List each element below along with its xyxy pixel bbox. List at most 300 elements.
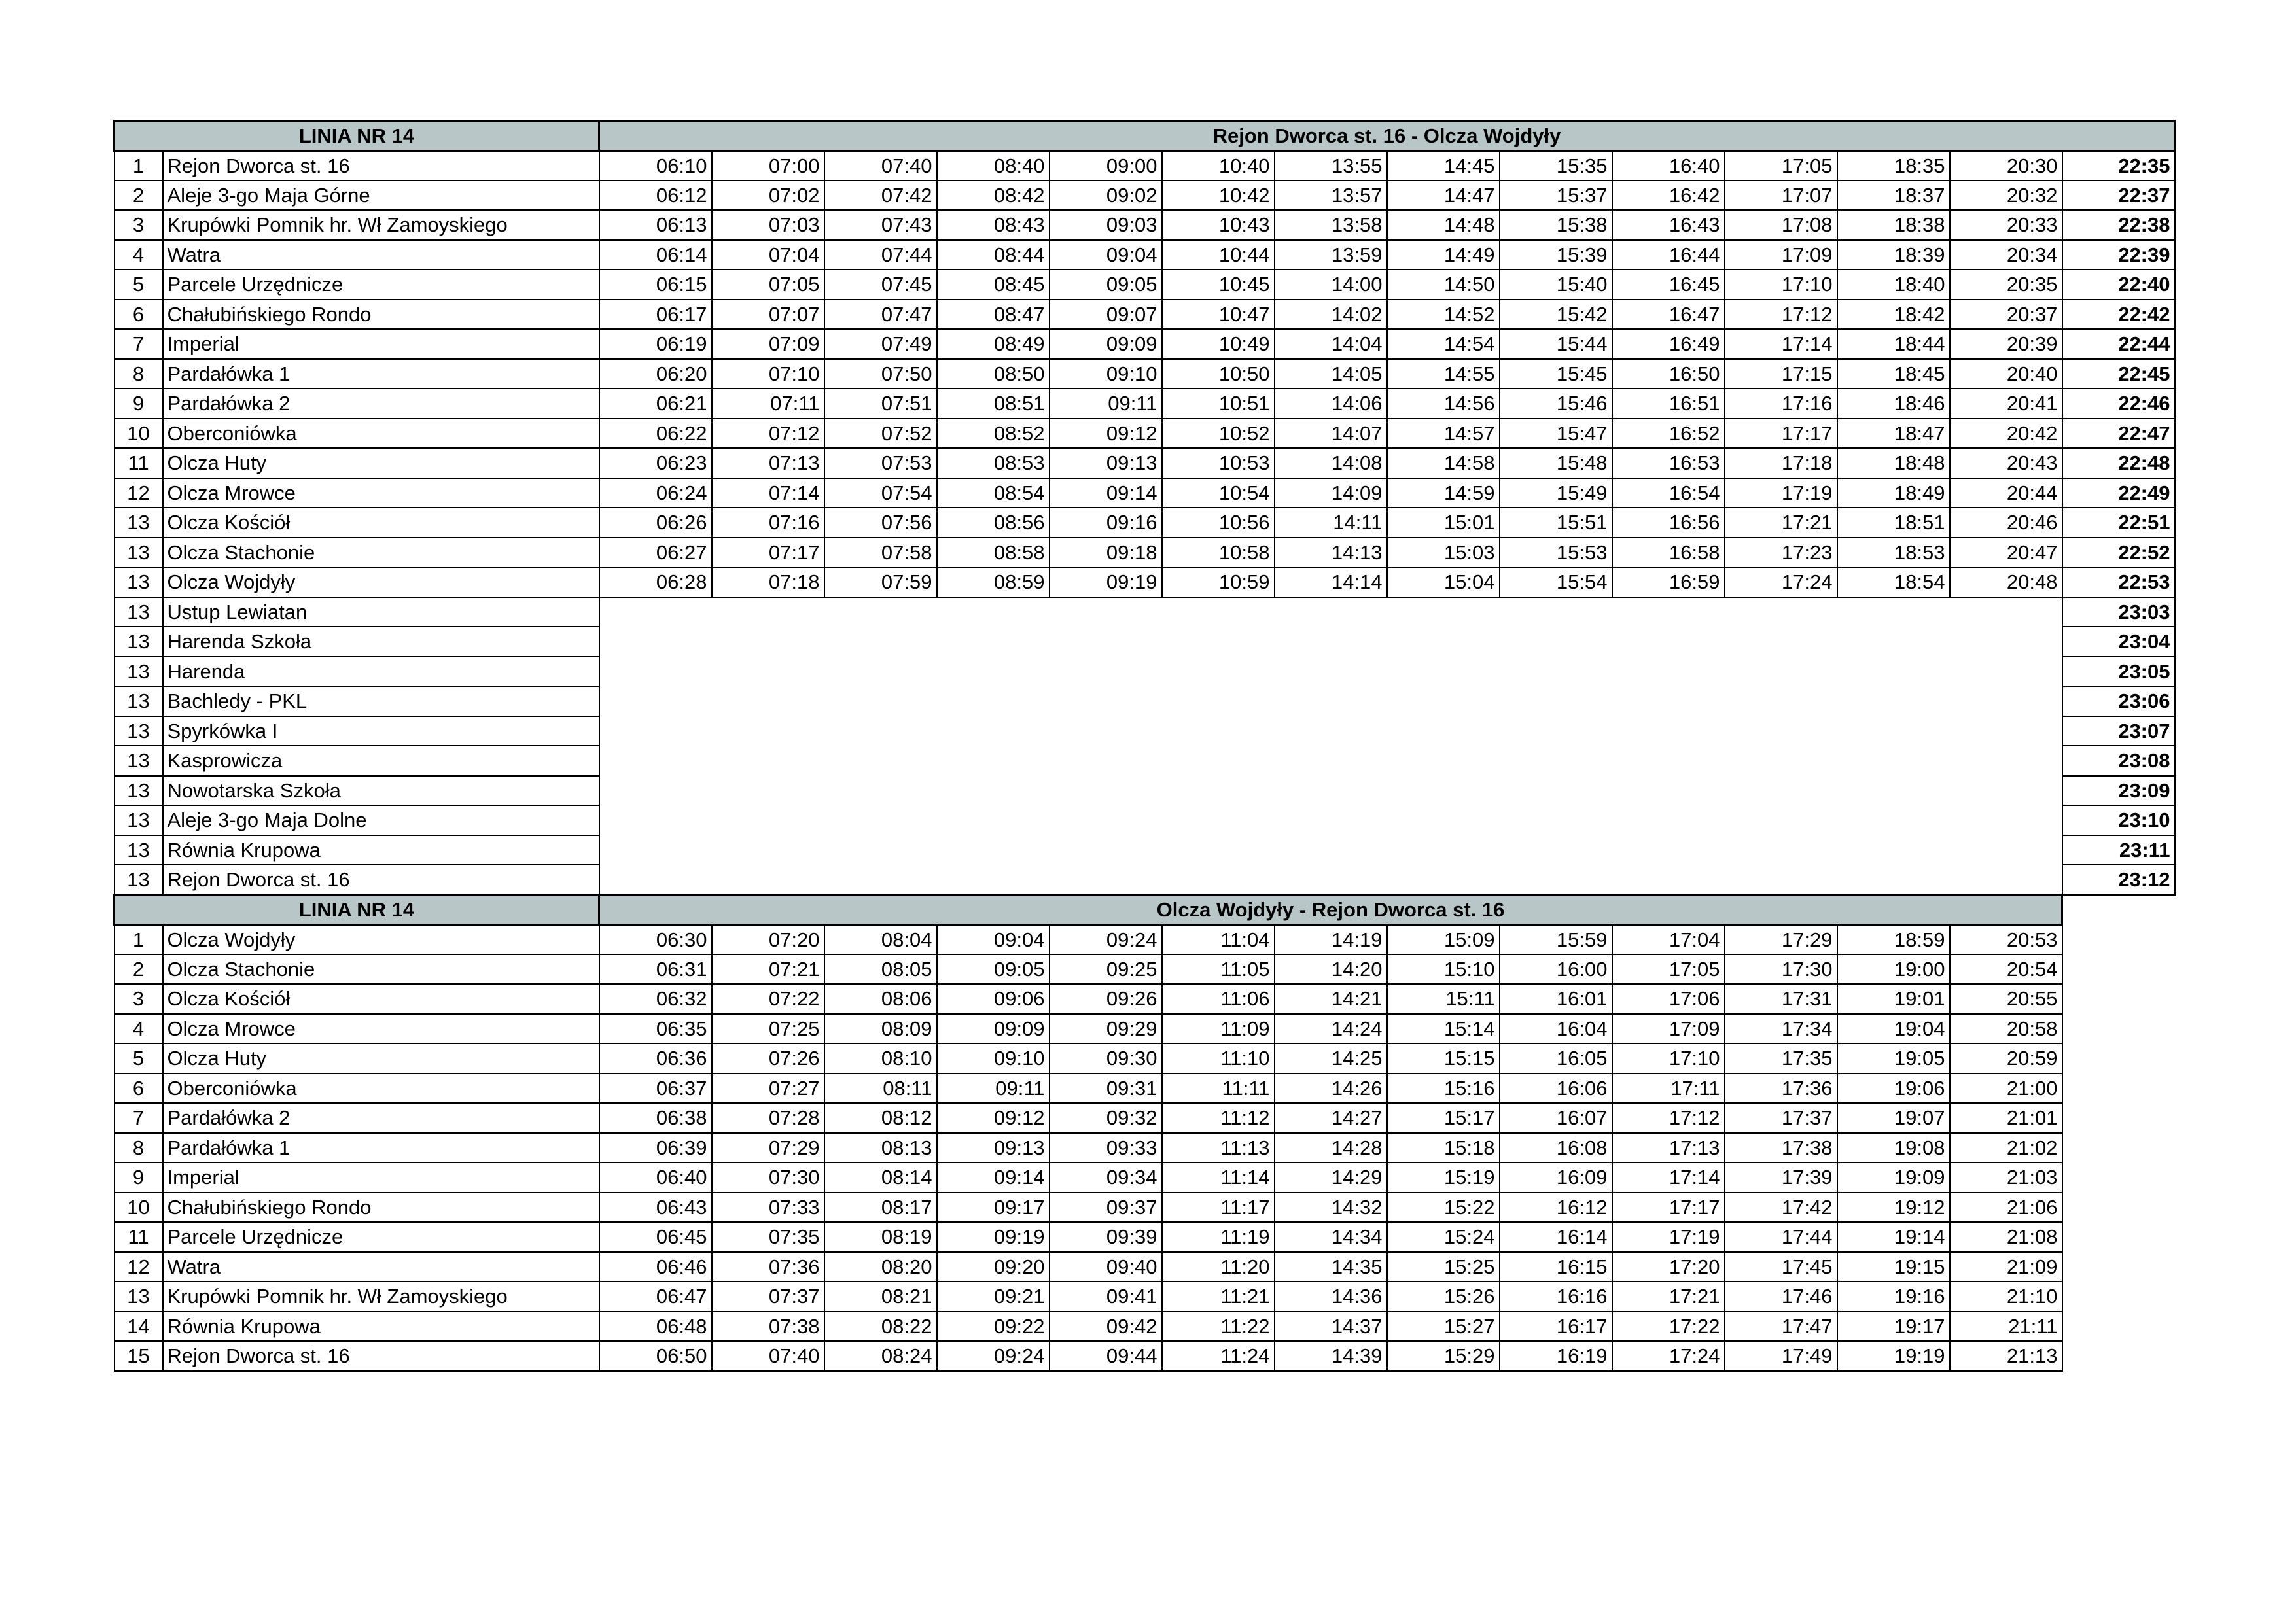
departure-time: 14:47 — [1387, 181, 1500, 211]
stop-name: Równia Krupowa — [163, 835, 599, 865]
departure-time: 08:42 — [937, 181, 1050, 211]
last-departure-time: 22:40 — [2062, 270, 2175, 300]
departure-time: 07:35 — [712, 1222, 824, 1252]
departure-time: 09:11 — [937, 1073, 1050, 1104]
stop-number: 12 — [115, 1252, 163, 1282]
stop-name: Pardałówka 2 — [163, 1103, 599, 1133]
departure-time: 17:21 — [1725, 508, 1837, 538]
departure-time: 10:56 — [1162, 508, 1275, 538]
departure-time: 07:56 — [824, 508, 937, 538]
departure-time: 20:55 — [1950, 984, 2062, 1014]
departure-time: 14:55 — [1387, 359, 1500, 389]
departure-time: 19:09 — [1837, 1162, 1950, 1193]
departure-time: 17:07 — [1725, 181, 1837, 211]
departure-time: 10:40 — [1162, 150, 1275, 181]
timetable-body — [115, 121, 2175, 1371]
departure-time: 06:39 — [599, 1133, 712, 1163]
stop-number: 5 — [115, 270, 163, 300]
departure-time: 08:44 — [937, 240, 1050, 270]
departure-time: 08:05 — [824, 954, 937, 985]
departure-time: 09:24 — [1050, 924, 1162, 954]
departure-time: 20:54 — [1950, 954, 2062, 985]
departure-time: 14:29 — [1275, 1162, 1387, 1193]
departure-time: 09:12 — [1050, 419, 1162, 449]
departure-time: 06:22 — [599, 419, 712, 449]
departure-time: 15:27 — [1387, 1312, 1500, 1342]
departure-time: 15:11 — [1387, 984, 1500, 1014]
departure-time: 20:44 — [1950, 478, 2062, 508]
departure-time: 14:32 — [1275, 1193, 1387, 1223]
departure-time: 15:39 — [1500, 240, 1612, 270]
departure-time: 14:21 — [1275, 984, 1387, 1014]
departure-time: 07:20 — [712, 924, 824, 954]
stop-name: Rejon Dworca st. 16 — [163, 1341, 599, 1371]
departure-time: 07:30 — [712, 1162, 824, 1193]
departure-time: 17:37 — [1725, 1103, 1837, 1133]
departure-time: 17:16 — [1725, 389, 1837, 419]
stop-number: 13 — [115, 716, 163, 746]
departure-time: 07:05 — [712, 270, 824, 300]
departure-time: 10:43 — [1162, 210, 1275, 240]
last-departure-time: 22:51 — [2062, 508, 2175, 538]
departure-time: 09:39 — [1050, 1222, 1162, 1252]
departure-time: 18:39 — [1837, 240, 1950, 270]
table-row — [115, 270, 2175, 300]
departure-time: 17:23 — [1725, 538, 1837, 568]
departure-time: 17:34 — [1725, 1014, 1837, 1044]
last-departure-time: 22:46 — [2062, 389, 2175, 419]
stop-name: Spyrkówka I — [163, 716, 599, 746]
departure-time: 21:08 — [1950, 1222, 2062, 1252]
departure-time: 16:40 — [1612, 150, 1725, 181]
departure-time: 20:35 — [1950, 270, 2062, 300]
departure-time: 16:51 — [1612, 389, 1725, 419]
table-row — [115, 984, 2175, 1014]
departure-time: 20:41 — [1950, 389, 2062, 419]
departure-time: 09:31 — [1050, 1073, 1162, 1104]
table-row — [115, 567, 2175, 597]
departure-time: 20:40 — [1950, 359, 2062, 389]
departure-time: 10:49 — [1162, 329, 1275, 359]
departure-time: 14:54 — [1387, 329, 1500, 359]
departure-time: 09:04 — [1050, 240, 1162, 270]
departure-time: 08:19 — [824, 1222, 937, 1252]
departure-time: 07:22 — [712, 984, 824, 1014]
empty-cell — [2062, 1162, 2175, 1193]
departure-time: 09:10 — [937, 1043, 1050, 1073]
table-row — [115, 181, 2175, 211]
departure-time: 08:51 — [937, 389, 1050, 419]
departure-time: 15:19 — [1387, 1162, 1500, 1193]
departure-time: 06:24 — [599, 478, 712, 508]
departure-time: 06:48 — [599, 1312, 712, 1342]
last-departure-time: 23:08 — [2062, 746, 2175, 776]
stop-name: Równia Krupowa — [163, 1312, 599, 1342]
departure-time: 07:43 — [824, 210, 937, 240]
empty-cell — [2062, 1341, 2175, 1371]
departure-time: 18:37 — [1837, 181, 1950, 211]
departure-time: 14:56 — [1387, 389, 1500, 419]
empty-cell — [2062, 1282, 2175, 1312]
departure-time: 14:08 — [1275, 448, 1387, 478]
departure-time: 06:40 — [599, 1162, 712, 1193]
table-row — [115, 1043, 2175, 1073]
departure-time: 11:14 — [1162, 1162, 1275, 1193]
stop-number: 6 — [115, 1073, 163, 1104]
departure-time: 18:35 — [1837, 150, 1950, 181]
stop-number: 13 — [115, 835, 163, 865]
departure-time: 17:10 — [1612, 1043, 1725, 1073]
departure-time: 09:17 — [937, 1193, 1050, 1223]
departure-time: 20:43 — [1950, 448, 2062, 478]
table-row — [115, 1222, 2175, 1252]
stop-name: Pardałówka 1 — [163, 359, 599, 389]
departure-time: 09:13 — [937, 1133, 1050, 1163]
last-departure-time: 23:05 — [2062, 657, 2175, 687]
stop-name: Bachledy - PKL — [163, 686, 599, 716]
departure-time: 17:24 — [1612, 1341, 1725, 1371]
departure-time: 09:14 — [937, 1162, 1050, 1193]
departure-time: 20:58 — [1950, 1014, 2062, 1044]
departure-time: 18:38 — [1837, 210, 1950, 240]
stop-name: Oberconiówka — [163, 1073, 599, 1104]
stop-number: 9 — [115, 389, 163, 419]
departure-time: 06:14 — [599, 240, 712, 270]
stop-name: Imperial — [163, 329, 599, 359]
table-row — [115, 954, 2175, 985]
stop-number: 13 — [115, 865, 163, 895]
departure-time: 15:38 — [1500, 210, 1612, 240]
last-departure-time: 23:12 — [2062, 865, 2175, 895]
stop-name: Olcza Wojdyły — [163, 924, 599, 954]
departure-time: 14:11 — [1275, 508, 1387, 538]
departure-time: 07:51 — [824, 389, 937, 419]
departure-time: 20:33 — [1950, 210, 2062, 240]
departure-time: 17:11 — [1612, 1073, 1725, 1104]
departure-time: 19:14 — [1837, 1222, 1950, 1252]
departure-time: 14:39 — [1275, 1341, 1387, 1371]
departure-time: 06:12 — [599, 181, 712, 211]
table-row — [115, 1014, 2175, 1044]
departure-time: 09:20 — [937, 1252, 1050, 1282]
departure-time: 17:30 — [1725, 954, 1837, 985]
departure-time: 08:13 — [824, 1133, 937, 1163]
departure-time: 06:15 — [599, 270, 712, 300]
departure-time: 09:30 — [1050, 1043, 1162, 1073]
departure-time: 20:37 — [1950, 300, 2062, 330]
stop-name: Ustup Lewiatan — [163, 597, 599, 627]
timetable-sheet — [113, 120, 2176, 1372]
departure-time: 17:19 — [1612, 1222, 1725, 1252]
departure-time: 08:58 — [937, 538, 1050, 568]
table-row — [115, 210, 2175, 240]
table-row — [115, 1162, 2175, 1193]
departure-time: 08:50 — [937, 359, 1050, 389]
stop-number: 3 — [115, 984, 163, 1014]
departure-time: 06:10 — [599, 150, 712, 181]
departure-time: 09:40 — [1050, 1252, 1162, 1282]
stop-name: Nowotarska Szkoła — [163, 776, 599, 806]
departure-time: 19:17 — [1837, 1312, 1950, 1342]
departure-time: 10:42 — [1162, 181, 1275, 211]
stop-number: 14 — [115, 1312, 163, 1342]
departure-time: 17:17 — [1612, 1193, 1725, 1223]
departure-time: 09:24 — [937, 1341, 1050, 1371]
stop-number: 12 — [115, 478, 163, 508]
departure-time: 11:20 — [1162, 1252, 1275, 1282]
departure-time: 08:10 — [824, 1043, 937, 1073]
stop-name: Parcele Urzędnicze — [163, 270, 599, 300]
departure-time: 09:12 — [937, 1103, 1050, 1133]
table-row — [115, 508, 2175, 538]
departure-time: 17:21 — [1612, 1282, 1725, 1312]
departure-time: 08:49 — [937, 329, 1050, 359]
table-row — [115, 1312, 2175, 1342]
departure-time: 07:40 — [824, 150, 937, 181]
table-row — [115, 448, 2175, 478]
departure-time: 06:13 — [599, 210, 712, 240]
stop-name: Pardałówka 2 — [163, 389, 599, 419]
departure-time: 16:00 — [1500, 954, 1612, 985]
table-row — [115, 1282, 2175, 1312]
departure-time: 17:29 — [1725, 924, 1837, 954]
departure-time: 09:05 — [937, 954, 1050, 985]
departure-time: 07:26 — [712, 1043, 824, 1073]
departure-time: 15:37 — [1500, 181, 1612, 211]
stop-name: Chałubińskiego Rondo — [163, 300, 599, 330]
departure-time: 07:42 — [824, 181, 937, 211]
departure-time: 15:45 — [1500, 359, 1612, 389]
departure-time: 09:44 — [1050, 1341, 1162, 1371]
last-departure-time: 23:07 — [2062, 716, 2175, 746]
stop-number: 13 — [115, 627, 163, 657]
departure-time: 06:36 — [599, 1043, 712, 1073]
last-departure-time: 23:11 — [2062, 835, 2175, 865]
departure-time: 17:12 — [1612, 1103, 1725, 1133]
stop-name: Olcza Stachonie — [163, 538, 599, 568]
departure-time: 15:29 — [1387, 1341, 1500, 1371]
stop-name: Olcza Wojdyły — [163, 567, 599, 597]
departure-time: 17:35 — [1725, 1043, 1837, 1073]
departure-time: 11:21 — [1162, 1282, 1275, 1312]
departure-time: 09:02 — [1050, 181, 1162, 211]
departure-time: 09:19 — [1050, 567, 1162, 597]
departure-time: 14:19 — [1275, 924, 1387, 954]
departure-time: 19:08 — [1837, 1133, 1950, 1163]
departure-time: 09:33 — [1050, 1133, 1162, 1163]
departure-time: 20:32 — [1950, 181, 2062, 211]
stop-number: 2 — [115, 181, 163, 211]
departure-time: 16:19 — [1500, 1341, 1612, 1371]
departure-time: 18:48 — [1837, 448, 1950, 478]
stop-number: 13 — [115, 657, 163, 687]
stop-number: 13 — [115, 538, 163, 568]
departure-time: 07:11 — [712, 389, 824, 419]
section-header-row — [115, 121, 2175, 151]
departure-time: 10:59 — [1162, 567, 1275, 597]
departure-time: 11:05 — [1162, 954, 1275, 985]
departure-time: 17:39 — [1725, 1162, 1837, 1193]
departure-time: 09:42 — [1050, 1312, 1162, 1342]
departure-time: 11:06 — [1162, 984, 1275, 1014]
stop-number: 13 — [115, 776, 163, 806]
departure-time: 19:15 — [1837, 1252, 1950, 1282]
departure-time: 06:46 — [599, 1252, 712, 1282]
departure-time: 16:43 — [1612, 210, 1725, 240]
departure-time: 18:40 — [1837, 270, 1950, 300]
departure-time: 21:10 — [1950, 1282, 2062, 1312]
departure-time: 06:27 — [599, 538, 712, 568]
departure-time: 08:12 — [824, 1103, 937, 1133]
departure-time: 16:17 — [1500, 1312, 1612, 1342]
departure-time: 19:19 — [1837, 1341, 1950, 1371]
departure-time: 07:14 — [712, 478, 824, 508]
departure-time: 18:53 — [1837, 538, 1950, 568]
departure-time: 20:34 — [1950, 240, 2062, 270]
last-departure-time: 22:35 — [2062, 150, 2175, 181]
table-row — [115, 1341, 2175, 1371]
departure-time: 21:00 — [1950, 1073, 2062, 1104]
departure-time: 16:16 — [1500, 1282, 1612, 1312]
departure-time: 17:36 — [1725, 1073, 1837, 1104]
departure-time: 16:42 — [1612, 181, 1725, 211]
departure-time: 07:47 — [824, 300, 937, 330]
departure-time: 19:05 — [1837, 1043, 1950, 1073]
departure-time: 15:59 — [1500, 924, 1612, 954]
stop-name: Krupówki Pomnik hr. Wł Zamoyskiego — [163, 1282, 599, 1312]
table-row — [115, 1133, 2175, 1163]
departure-time: 14:09 — [1275, 478, 1387, 508]
departure-time: 06:31 — [599, 954, 712, 985]
table-row — [115, 419, 2175, 449]
stop-number: 10 — [115, 1193, 163, 1223]
departure-time: 16:08 — [1500, 1133, 1612, 1163]
departure-time: 06:30 — [599, 924, 712, 954]
departure-time: 15:16 — [1387, 1073, 1500, 1104]
departure-time: 14:49 — [1387, 240, 1500, 270]
departure-time: 08:04 — [824, 924, 937, 954]
stop-number: 2 — [115, 954, 163, 985]
departure-time: 15:42 — [1500, 300, 1612, 330]
departure-time: 06:28 — [599, 567, 712, 597]
departure-time: 14:58 — [1387, 448, 1500, 478]
departure-time: 16:14 — [1500, 1222, 1612, 1252]
last-departure-time: 22:39 — [2062, 240, 2175, 270]
departure-time: 16:05 — [1500, 1043, 1612, 1073]
departure-time: 16:04 — [1500, 1014, 1612, 1044]
table-row — [115, 1193, 2175, 1223]
departure-time: 09:00 — [1050, 150, 1162, 181]
departure-time: 07:29 — [712, 1133, 824, 1163]
stop-name: Imperial — [163, 1162, 599, 1193]
departure-time: 16:07 — [1500, 1103, 1612, 1133]
departure-time: 07:58 — [824, 538, 937, 568]
departure-time: 07:40 — [712, 1341, 824, 1371]
departure-time: 11:09 — [1162, 1014, 1275, 1044]
departure-time: 20:42 — [1950, 419, 2062, 449]
departure-time: 14:37 — [1275, 1312, 1387, 1342]
departure-time: 06:20 — [599, 359, 712, 389]
departure-time: 15:26 — [1387, 1282, 1500, 1312]
departure-time: 14:45 — [1387, 150, 1500, 181]
departure-time: 15:14 — [1387, 1014, 1500, 1044]
departure-time: 16:06 — [1500, 1073, 1612, 1104]
departure-time: 17:15 — [1725, 359, 1837, 389]
departure-time: 16:59 — [1612, 567, 1725, 597]
departure-time: 17:10 — [1725, 270, 1837, 300]
departure-time: 14:14 — [1275, 567, 1387, 597]
departure-time: 17:05 — [1725, 150, 1837, 181]
departure-time: 09:13 — [1050, 448, 1162, 478]
table-row — [115, 300, 2175, 330]
table-row — [115, 1103, 2175, 1133]
departure-time: 19:16 — [1837, 1282, 1950, 1312]
departure-time: 11:24 — [1162, 1341, 1275, 1371]
departure-time: 07:12 — [712, 419, 824, 449]
line-label: LINIA NR 14 — [115, 121, 599, 151]
departure-time: 08:56 — [937, 508, 1050, 538]
departure-time: 17:44 — [1725, 1222, 1837, 1252]
departure-time: 07:52 — [824, 419, 937, 449]
empty-cell — [2062, 1312, 2175, 1342]
table-row — [115, 924, 2175, 954]
empty-cell — [2062, 895, 2175, 925]
stop-number: 7 — [115, 1103, 163, 1133]
last-departure-time: 22:45 — [2062, 359, 2175, 389]
departure-time: 14:27 — [1275, 1103, 1387, 1133]
stop-name: Olcza Kościół — [163, 508, 599, 538]
departure-time: 09:14 — [1050, 478, 1162, 508]
last-departure-time: 22:42 — [2062, 300, 2175, 330]
departure-time: 16:09 — [1500, 1162, 1612, 1193]
departure-time: 09:04 — [937, 924, 1050, 954]
departure-time: 17:20 — [1612, 1252, 1725, 1282]
departure-time: 15:49 — [1500, 478, 1612, 508]
departure-time: 10:51 — [1162, 389, 1275, 419]
stop-name: Olcza Huty — [163, 448, 599, 478]
stop-name: Rejon Dworca st. 16 — [163, 150, 599, 181]
departure-time: 08:52 — [937, 419, 1050, 449]
stop-number: 6 — [115, 300, 163, 330]
departure-time: 08:11 — [824, 1073, 937, 1104]
last-departure-time: 22:44 — [2062, 329, 2175, 359]
stop-number: 9 — [115, 1162, 163, 1193]
last-departure-time: 23:06 — [2062, 686, 2175, 716]
empty-cell — [2062, 924, 2175, 954]
stop-name: Kasprowicza — [163, 746, 599, 776]
last-departure-time: 22:53 — [2062, 567, 2175, 597]
departure-time: 07:33 — [712, 1193, 824, 1223]
table-row — [115, 597, 2175, 627]
departure-time: 17:06 — [1612, 984, 1725, 1014]
departure-time: 09:07 — [1050, 300, 1162, 330]
departure-time: 15:09 — [1387, 924, 1500, 954]
table-row — [115, 359, 2175, 389]
departure-time: 10:54 — [1162, 478, 1275, 508]
departure-time: 14:34 — [1275, 1222, 1387, 1252]
stop-number: 5 — [115, 1043, 163, 1073]
departure-time: 09:32 — [1050, 1103, 1162, 1133]
stop-name: Harenda — [163, 657, 599, 687]
departure-time: 10:58 — [1162, 538, 1275, 568]
section-header-row — [115, 895, 2175, 925]
departure-time: 07:49 — [824, 329, 937, 359]
stop-number: 7 — [115, 329, 163, 359]
departure-time: 18:49 — [1837, 478, 1950, 508]
departure-time: 16:45 — [1612, 270, 1725, 300]
stop-number: 4 — [115, 240, 163, 270]
departure-time: 09:10 — [1050, 359, 1162, 389]
